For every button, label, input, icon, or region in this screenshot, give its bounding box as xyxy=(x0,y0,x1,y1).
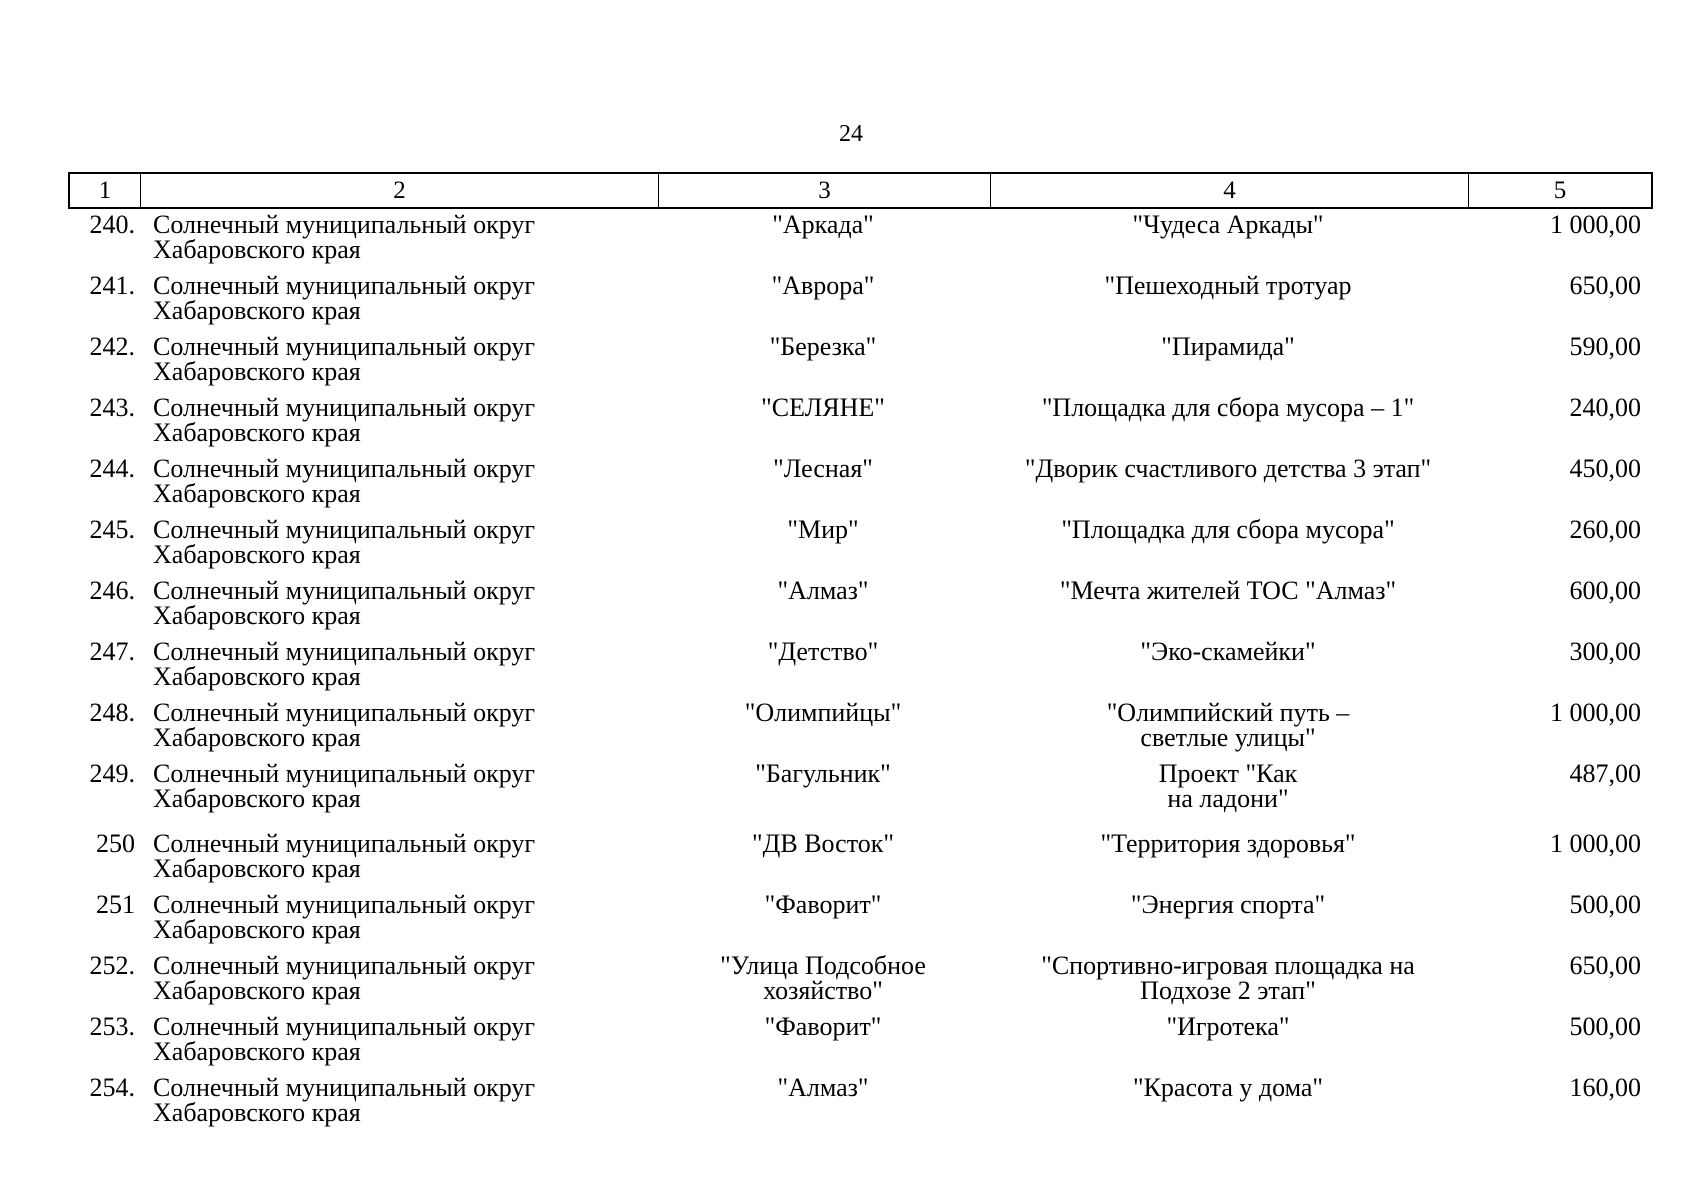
table-row xyxy=(68,212,1653,273)
row-number-line: 249. xyxy=(89,759,135,788)
amount-cell xyxy=(1467,761,1653,831)
table-row xyxy=(68,1014,1653,1075)
tos-name-cell xyxy=(657,212,989,273)
tos-name-cell-line: "Улица Подсобное xyxy=(720,951,926,980)
row-number xyxy=(68,334,139,395)
project-name-cell-line: "Олимпийский путь – xyxy=(1106,698,1350,727)
municipality-cell xyxy=(139,892,657,953)
municipality-cell-line: Хабаровского края xyxy=(153,235,361,264)
table-row xyxy=(68,700,1653,761)
table-row xyxy=(68,892,1653,953)
table-row xyxy=(68,395,1653,456)
row-number-line: 243. xyxy=(89,393,135,422)
project-name-cell-line: "Эко-скамейки" xyxy=(1140,637,1316,666)
table-row xyxy=(68,517,1653,578)
project-name-cell xyxy=(989,1075,1467,1136)
amount-cell-line: 1 000,00 xyxy=(1550,698,1641,727)
municipality-cell-line: Хабаровского края xyxy=(153,1098,361,1127)
row-number-line: 244. xyxy=(89,454,135,483)
project-name-cell-line: "Энергия спорта" xyxy=(1130,890,1326,919)
row-number-line: 254. xyxy=(89,1073,135,1102)
project-name-cell-line: "Территория здоровья" xyxy=(1100,829,1356,858)
project-name-cell-line: "Красота у дома" xyxy=(1132,1073,1324,1102)
tos-name-cell xyxy=(657,761,989,831)
amount-cell xyxy=(1467,212,1653,273)
amount-cell xyxy=(1467,953,1653,1014)
municipality-cell-line: Солнечный муниципальный округ xyxy=(153,1073,536,1102)
amount-cell-line: 650,00 xyxy=(1569,951,1641,980)
table-row xyxy=(68,578,1653,639)
municipality-cell-line: Солнечный муниципальный округ xyxy=(153,515,536,544)
amount-cell xyxy=(1467,831,1653,892)
amount-cell-line: 1 000,00 xyxy=(1550,210,1641,239)
row-number-line: 240. xyxy=(89,210,135,239)
tos-name-cell-line: "Лесная" xyxy=(773,454,873,483)
project-name-cell-line: "Чудеса Аркады" xyxy=(1132,210,1324,239)
project-name-cell-line: Проект "Как xyxy=(1158,759,1298,788)
project-name-cell-line: "Мечта жителей ТОС "Алмаз" xyxy=(1059,576,1397,605)
municipality-cell xyxy=(139,334,657,395)
header-col-1: 1 xyxy=(70,174,141,207)
row-number-line: 242. xyxy=(89,332,135,361)
table-row xyxy=(68,334,1653,395)
tos-name-cell xyxy=(657,831,989,892)
project-name-cell-line: "Дворик счастливого детства 3 этап" xyxy=(1024,454,1432,483)
header-col-2: 2 xyxy=(141,174,659,207)
project-name-cell-line: на ладони" xyxy=(1167,784,1289,813)
project-name-cell-line: "Площадка для сбора мусора – 1" xyxy=(1041,393,1415,422)
row-number xyxy=(68,761,139,831)
row-number-line: 251 xyxy=(96,890,135,919)
project-name-cell xyxy=(989,273,1467,334)
tos-name-cell xyxy=(657,892,989,953)
row-number-line: 245. xyxy=(89,515,135,544)
amount-cell xyxy=(1467,273,1653,334)
municipality-cell xyxy=(139,212,657,273)
tos-name-cell-line: "Детство" xyxy=(767,637,879,666)
tos-name-cell-line: "Багульник" xyxy=(755,759,891,788)
municipality-cell-line: Солнечный муниципальный округ xyxy=(153,454,536,483)
row-number-line: 248. xyxy=(89,698,135,727)
amount-cell-line: 650,00 xyxy=(1569,271,1641,300)
amount-cell-line: 300,00 xyxy=(1569,637,1641,666)
municipality-cell-line: Хабаровского края xyxy=(153,784,361,813)
tos-name-cell xyxy=(657,334,989,395)
project-name-cell-line: светлые улицы" xyxy=(1140,723,1316,752)
tos-name-cell-line: "Березка" xyxy=(769,332,877,361)
row-number-line: 246. xyxy=(89,576,135,605)
table-header xyxy=(68,172,1653,209)
tos-name-cell xyxy=(657,578,989,639)
row-number xyxy=(68,1075,139,1136)
amount-cell xyxy=(1467,334,1653,395)
municipality-cell-line: Солнечный муниципальный округ xyxy=(153,759,536,788)
municipality-cell-line: Хабаровского края xyxy=(153,723,361,752)
tos-name-cell xyxy=(657,456,989,517)
row-number-line: 241. xyxy=(89,271,135,300)
amount-cell-line: 487,00 xyxy=(1569,759,1641,788)
tos-name-cell-line: "Фаворит" xyxy=(764,1012,882,1041)
amount-cell xyxy=(1467,517,1653,578)
table-row xyxy=(68,831,1653,892)
amount-cell-line: 1 000,00 xyxy=(1550,829,1641,858)
municipality-cell xyxy=(139,761,657,831)
municipality-cell xyxy=(139,578,657,639)
row-number-line: 247. xyxy=(89,637,135,666)
project-name-cell-line: "Пирамида" xyxy=(1161,332,1295,361)
amount-cell xyxy=(1467,395,1653,456)
project-name-cell-line: "Игротека" xyxy=(1166,1012,1290,1041)
municipality-cell-line: Солнечный муниципальный округ xyxy=(153,637,536,666)
row-number xyxy=(68,456,139,517)
tos-name-cell-line: "Мир" xyxy=(787,515,859,544)
tos-name-cell-line: "Олимпийцы" xyxy=(744,698,902,727)
project-name-cell xyxy=(989,831,1467,892)
municipality-cell-line: Хабаровского края xyxy=(153,296,361,325)
municipality-cell-line: Солнечный муниципальный округ xyxy=(153,890,536,919)
municipality-cell xyxy=(139,395,657,456)
project-name-cell xyxy=(989,953,1467,1014)
row-number-line: 253. xyxy=(89,1012,135,1041)
row-number xyxy=(68,892,139,953)
tos-name-cell-line: "Аврора" xyxy=(771,271,875,300)
project-name-cell xyxy=(989,1014,1467,1075)
tos-name-cell xyxy=(657,395,989,456)
municipality-cell-line: Солнечный муниципальный округ xyxy=(153,829,536,858)
amount-cell-line: 240,00 xyxy=(1569,393,1641,422)
municipality-cell-line: Солнечный муниципальный округ xyxy=(153,698,536,727)
project-name-cell-line: Подхозе 2 этап" xyxy=(1140,976,1316,1005)
amount-cell xyxy=(1467,1014,1653,1075)
tos-name-cell xyxy=(657,517,989,578)
amount-cell xyxy=(1467,700,1653,761)
municipality-cell xyxy=(139,953,657,1014)
municipality-cell-line: Солнечный муниципальный округ xyxy=(153,951,536,980)
row-number xyxy=(68,212,139,273)
table-row xyxy=(68,1075,1653,1136)
tos-name-cell-line: "Фаворит" xyxy=(764,890,882,919)
municipality-cell-line: Солнечный муниципальный округ xyxy=(153,271,536,300)
municipality-cell-line: Хабаровского края xyxy=(153,357,361,386)
tos-name-cell-line: хозяйство" xyxy=(763,976,883,1005)
municipality-cell-line: Хабаровского края xyxy=(153,976,361,1005)
tos-name-cell xyxy=(657,1075,989,1136)
row-number-line: 252. xyxy=(89,951,135,980)
table-row xyxy=(68,953,1653,1014)
row-number-line: 250 xyxy=(96,829,135,858)
tos-name-cell-line: "СЕЛЯНЕ" xyxy=(761,393,885,422)
municipality-cell-line: Хабаровского края xyxy=(153,854,361,883)
project-name-cell xyxy=(989,892,1467,953)
tos-name-cell xyxy=(657,700,989,761)
amount-cell xyxy=(1467,1075,1653,1136)
municipality-cell xyxy=(139,1014,657,1075)
page-number: 24 xyxy=(839,121,863,147)
tos-name-cell-line: "ДВ Восток" xyxy=(752,829,894,858)
tos-name-cell xyxy=(657,639,989,700)
project-name-cell xyxy=(989,761,1467,831)
header-col-4: 4 xyxy=(991,174,1469,207)
municipality-cell-line: Солнечный муниципальный округ xyxy=(153,576,536,605)
project-name-cell-line: "Пешеходный тротуар xyxy=(1104,271,1352,300)
table-row xyxy=(68,456,1653,517)
municipality-cell-line: Хабаровского края xyxy=(153,1037,361,1066)
municipality-cell-line: Хабаровского края xyxy=(153,915,361,944)
amount-cell-line: 500,00 xyxy=(1569,890,1641,919)
row-number xyxy=(68,395,139,456)
amount-cell xyxy=(1467,578,1653,639)
header-col-5: 5 xyxy=(1553,177,1567,204)
project-name-cell xyxy=(989,517,1467,578)
municipality-cell xyxy=(139,700,657,761)
project-name-cell xyxy=(989,578,1467,639)
table-row xyxy=(68,761,1653,831)
project-name-cell-line: "Спортивно-игровая площадка на xyxy=(1041,951,1415,980)
amount-cell-line: 590,00 xyxy=(1569,332,1641,361)
municipality-cell xyxy=(139,273,657,334)
row-number xyxy=(68,517,139,578)
amount-cell-line: 500,00 xyxy=(1569,1012,1641,1041)
project-name-cell xyxy=(989,334,1467,395)
row-number xyxy=(68,578,139,639)
project-name-cell xyxy=(989,395,1467,456)
municipality-cell xyxy=(139,639,657,700)
table-row xyxy=(68,273,1653,334)
amount-cell-line: 260,00 xyxy=(1569,515,1641,544)
municipality-cell-line: Хабаровского края xyxy=(153,662,361,691)
amount-cell-line: 160,00 xyxy=(1569,1073,1641,1102)
row-number xyxy=(68,273,139,334)
amount-cell-line: 600,00 xyxy=(1569,576,1641,605)
row-number xyxy=(68,700,139,761)
municipality-cell xyxy=(139,517,657,578)
amount-cell xyxy=(1467,639,1653,700)
tos-name-cell-line: "Алмаз" xyxy=(777,576,869,605)
tos-name-cell xyxy=(657,273,989,334)
municipality-cell-line: Хабаровского края xyxy=(153,540,361,569)
table-row xyxy=(68,639,1653,700)
amount-cell xyxy=(1467,892,1653,953)
tos-name-cell xyxy=(657,953,989,1014)
municipality-cell-line: Солнечный муниципальный округ xyxy=(153,332,536,361)
municipality-cell xyxy=(139,831,657,892)
row-number xyxy=(68,1014,139,1075)
table-body xyxy=(68,212,1653,1136)
municipality-cell xyxy=(139,1075,657,1136)
amount-cell-line: 450,00 xyxy=(1569,454,1641,483)
municipality-cell-line: Солнечный муниципальный округ xyxy=(153,1012,536,1041)
header-col-3: 3 xyxy=(659,174,991,207)
project-name-cell xyxy=(989,700,1467,761)
row-number xyxy=(68,639,139,700)
municipality-cell-line: Хабаровского края xyxy=(153,601,361,630)
tos-name-cell xyxy=(657,1014,989,1075)
tos-name-cell-line: "Алмаз" xyxy=(777,1073,869,1102)
municipality-cell-line: Хабаровского края xyxy=(153,418,361,447)
municipality-cell-line: Солнечный муниципальный округ xyxy=(153,210,536,239)
row-number xyxy=(68,953,139,1014)
row-number xyxy=(68,831,139,892)
municipality-cell xyxy=(139,456,657,517)
project-name-cell xyxy=(989,639,1467,700)
project-name-cell xyxy=(989,456,1467,517)
project-name-cell xyxy=(989,212,1467,273)
municipality-cell-line: Хабаровского края xyxy=(153,479,361,508)
project-name-cell-line: "Площадка для сбора мусора" xyxy=(1061,515,1395,544)
amount-cell xyxy=(1467,456,1653,517)
municipality-cell-line: Солнечный муниципальный округ xyxy=(153,393,536,422)
tos-name-cell-line: "Аркада" xyxy=(772,210,874,239)
